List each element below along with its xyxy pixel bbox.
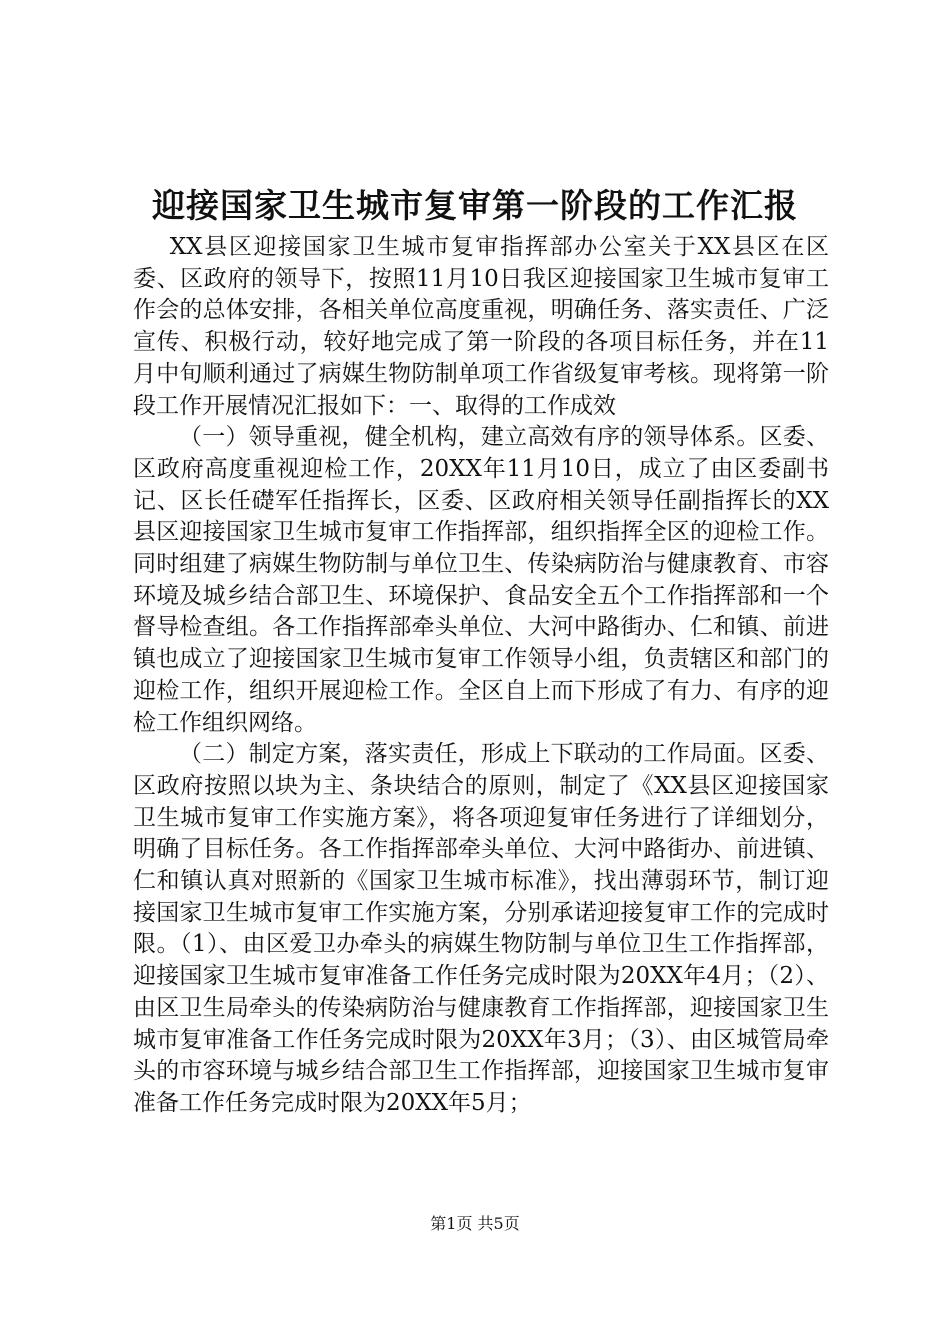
- document-body: [133, 232, 829, 1120]
- paragraph-section-two: （二）制定方案，落实责任，形成上下联动的工作局面。区委、区政府按照以块为主、条块结合的原则，制定了《XX县区迎接国家卫生城市复审工作实施方案》，将各项迎复审任务进行了详细划分，明确了目标任务。各工作指挥部牵头单位、大河中路街办、前进镇、仁和镇认真对照新的《国家卫生城市标准》，找出薄弱环节，制订迎接国家卫生城市复审工作实施方案，分别承诺迎接复审工作的完成时限。（1）、由区爱卫办牵头的病媒生物防制与单位卫生工作指挥部，迎接国家卫生城市复审准备工作任务完成时限为20XX年4月；（2）、由区卫生局牵头的传染病防治与健康教育工作指挥部，迎接国家卫生城市复审准备工作任务完成时限为20XX年3月；（3）、由区城管局牵头的市容环境与城乡结合部卫生工作指挥部，迎接国家卫生城市复审准备工作任务完成时限为20XX年5月；: [133, 741, 829, 1116]
- page-number-footer: 第1页 共5页: [430, 1214, 520, 1233]
- paragraph-section-one: （一）领导重视，健全机构，建立高效有序的领导体系。区委、区政府高度重视迎检工作，20XX年11月10日，成立了由区委副书记、区长任礎军任指挥长，区委、区政府相关领导任副指挥长的XX县区迎接国家卫生城市复审工作指挥部，组织指挥全区的迎检工作。同时组建了病媒生物防制与单位卫生、传染病防治与健康教育、市容环境及城乡结合部卫生、环境保护、食品安全五个工作指挥部和一个督导检查组。各工作指挥部牵头单位、大河中路街办、仁和镇、前进镇也成立了迎接国家卫生城市复审工作领导小组，负责辖区和部门的迎检工作，组织开展迎检工作。全区自上而下形成了有力、有序的迎检工作组织网络。: [133, 424, 829, 736]
- document-title: 迎接国家卫生城市复审第一阶段的工作汇报: [152, 186, 798, 225]
- paragraph-intro: XX县区迎接国家卫生城市复审指挥部办公室关于XX县区在区委、区政府的领导下，按照11月10日我区迎接国家卫生城市复审工作会的总体安排，各相关单位高度重视，明确任务、落实责任、广泛宣传、积极行动，较好地完成了第一阶段的各项目标任务，并在11月中旬顺利通过了病媒生物防制单项工作省级复审考核。现将第一阶段工作开展情况汇报如下：一、取得的工作成效: [133, 234, 829, 419]
